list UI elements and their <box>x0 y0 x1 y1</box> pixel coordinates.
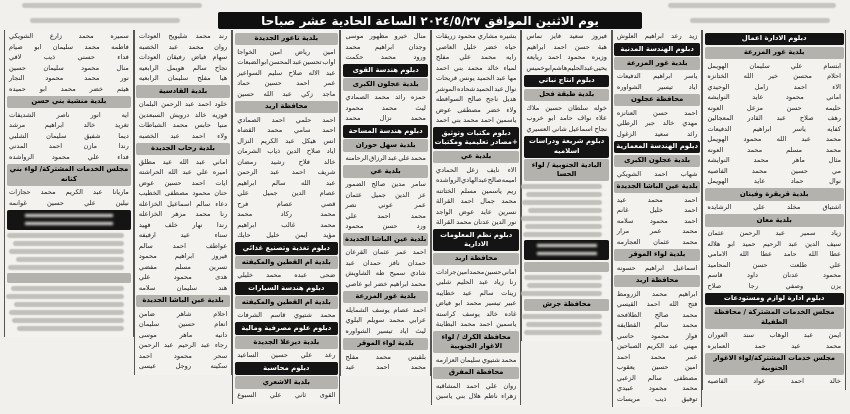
name-row: سامر مدين صالح الضمور <box>345 180 426 188</box>
municipality-section-header: محافظة اربد <box>235 101 338 114</box>
name-row: نور محمد محمود النجار <box>9 74 129 82</box>
name-row: هيا مفلح سليمان الرابعيه <box>138 74 228 82</box>
name-row: ورود محمد حكمت <box>345 53 426 61</box>
municipality-section-header: مجلس خدمات المشتركة/لواء الاغوار الجنوبية <box>705 353 844 375</box>
name-row: فيروز ابراهيم محمود <box>138 252 228 260</box>
municipality-section-header: بلدية عي <box>343 165 429 178</box>
municipality-section-header: بلدية عي <box>433 151 519 164</box>
illegible-name-row <box>9 249 124 254</box>
name-row: شهاب احمد الشويكي <box>616 169 698 178</box>
name-row: ابراهيم محمد الزرومط <box>616 289 698 298</box>
name-row: نجاح اسماعيل شاني العسيري <box>526 124 607 133</box>
municipality-section-header: بلدية عين الباشا الجديدة <box>343 233 429 246</box>
illegible-name-row <box>12 318 124 323</box>
name-row: عطا الله حامد عطا الله الامامي <box>707 250 841 258</box>
name-row: عبير تيسير محمد ابو فياض <box>435 299 517 307</box>
name-row: محمد ابراهيم خضر ابو عاصي <box>345 279 426 288</box>
illegible-name-row <box>522 314 602 319</box>
illegible-name-row <box>7 233 124 238</box>
name-row: محمد احمد عيد <box>345 363 426 371</box>
name-row: دعاء سالم اسماعيل الخزاعله <box>138 199 228 208</box>
name-row: مثال ماهر محمد النوايشه <box>707 156 841 164</box>
municipality-section-header: بلدية ناعور الجديدة <box>235 33 338 46</box>
name-columns-container <box>4 30 846 407</box>
name-row: اميره علي عبد الله الحراشته <box>138 168 228 176</box>
name-row: الاء احمد زامل الوحيدي <box>707 82 841 91</box>
announcement-title: يوم الاثنين الموافق ٢٠٢٤/٥/٢٧ الساعة الحادية عشر صباحا <box>261 13 599 28</box>
municipality-section-header: البادية الجنوبية / لواء الحسا <box>524 159 610 181</box>
name-row: محمد مسلم محمد العونه <box>707 145 841 154</box>
column-4 <box>431 30 522 405</box>
name-row: شريف احمد عبد الرحمن <box>237 168 336 176</box>
municipality-section-header: بلدية عين الباشا الجديدة <box>614 181 700 194</box>
municipality-section-header: محافظة المفرق <box>433 367 519 380</box>
name-row: عمر محمد احمد <box>616 352 698 361</box>
name-row: محمد جمال احمد القرالة <box>435 197 517 205</box>
municipality-section-header: بلدية عجلون الكبرى <box>614 155 700 168</box>
illegible-name-row <box>524 330 602 335</box>
name-row: علي طلعت حسن المحاميد <box>707 260 841 269</box>
name-row: عبد الله سالم ابراهيم <box>237 178 336 187</box>
name-row: اماني محمود عايد النوايشه <box>707 93 841 101</box>
diploma-section-header: دبلوم الادارة اعمال <box>705 33 844 46</box>
name-row: سهام فياض رفيقان العودات <box>138 53 228 61</box>
name-row: نجاح سالم هويمل الرابعيه <box>138 63 228 72</box>
illegible-name-row <box>528 208 602 213</box>
illegible-diploma-header <box>7 210 132 230</box>
municipality-section-header: محافظة اربد <box>433 253 519 266</box>
name-row: محمود عدنان داود قاسم <box>707 271 841 279</box>
municipality-section-header: بلدية ام القطين والمكيفته <box>235 296 338 309</box>
name-row: نوال عبد الحميد شحاده الموشر <box>435 84 517 93</box>
diploma-section-header: دبلوم علوم مصرفية ومالية <box>235 322 338 335</box>
name-row: القوى ثاني علي السبوع <box>237 391 336 399</box>
illegible-name-row <box>8 265 124 270</box>
column-5 <box>340 30 431 376</box>
name-row: مؤيد ايمن خليل حايك <box>237 231 336 239</box>
municipality-section-header: بلدية ام القطين والمكيفته <box>235 256 338 269</box>
name-row: محمد غالب ابراهيم <box>237 220 336 229</box>
illegible-name-row <box>525 224 602 229</box>
name-row: لمياء خالد محمد بني احمد <box>435 63 517 72</box>
name-row: نور الدين عدنان محمد القرالة <box>435 218 517 226</box>
illegible-name-row <box>9 310 124 315</box>
diploma-section-header: دبلوم ادارة لوازم ومستودعات <box>705 293 844 306</box>
name-row: عواطف احمد سالم <box>138 241 228 250</box>
title-flank-smudge-right <box>690 18 830 23</box>
name-row: احمد محمد عيد <box>616 195 698 204</box>
municipality-section-header: بلدية معان <box>705 214 844 227</box>
name-row: فاطمه محمد سليمان ابو صيام <box>9 42 129 51</box>
name-row: ليث محمد محمود <box>345 103 426 112</box>
name-row: محمد شتيوي سليمان العزازمه <box>435 355 517 364</box>
name-row: انس هيكل عبد الكريم النزال <box>237 136 336 145</box>
name-row: امين حسين يعقوب <box>616 363 698 371</box>
name-row: محمد محمود عبيدي <box>616 384 698 392</box>
illegible-name-row <box>6 294 124 299</box>
name-row: فيروز سعيد فايز نماس <box>526 32 607 40</box>
diploma-section-header: دبلوم هندسة السيارات <box>235 282 338 295</box>
name-row: منال محمود سليمان حسين <box>9 63 129 72</box>
name-row: يحيى عبد الحليم هاشم ابو خميس <box>526 63 607 72</box>
illegible-name-row <box>526 322 602 327</box>
name-row: زينات سالم عيد خطايبه <box>435 288 517 297</box>
name-row: شادي سميح طه الشاويش <box>345 269 426 277</box>
name-row: محمد نزال محمد <box>345 114 426 122</box>
municipality-section-header: بلدية لواء الموقر <box>343 338 429 351</box>
illegible-name-row <box>11 286 124 291</box>
municipality-section-header: بلدية الاشعري <box>235 376 338 389</box>
name-row: فواز محمود حاسي <box>616 331 698 340</box>
name-row: اسماعيل ابراهيم حسونه <box>616 263 698 272</box>
name-row: محمد علي عبد الرزاق الرحامنه <box>345 154 426 162</box>
municipality-section-header: بلدية عجلون الكبرى <box>343 78 429 91</box>
municipality-section-header: محافظة جرش <box>524 299 610 312</box>
name-row: حليمه حسن مزعل العونه <box>707 103 841 112</box>
illegible-name-row <box>521 184 602 189</box>
name-row: محمد صالح الطلافحه <box>616 310 698 319</box>
illegible-municipality-header <box>524 262 610 272</box>
name-row: ماريانا عبد الكريم محمد حجازات <box>9 188 129 196</box>
name-row: انعام حسين سليمان <box>138 320 228 328</box>
name-row: مصطفى سالم الزعبي <box>616 373 698 382</box>
name-row: بلقيس محمد مفلح <box>345 352 426 361</box>
diploma-section-header: دبلوم الهندسة المعمارية <box>614 141 700 154</box>
name-row: رنا محمد مزهر الخزاعله <box>138 210 228 218</box>
municipality-section-header: بلدية غور المزرعة <box>343 291 429 304</box>
municipality-section-header: بلدية سهل حوران <box>343 139 429 152</box>
name-row: فوزيه خالد درويش السبعدين <box>138 110 228 119</box>
name-row: قصي عصام فرح <box>237 199 336 208</box>
municipality-section-header: محافظة اربد <box>614 275 700 288</box>
name-row: فتح الله احمد القيسي <box>616 300 698 308</box>
name-row: هند سليمان سلامه <box>138 283 228 292</box>
name-row: ايمن عبد الوهاب سند العوران <box>707 331 841 339</box>
name-row: عرابي محمد سويلم البلوي <box>345 316 426 324</box>
municipality-section-header: بلدية رحاب الجديدة <box>136 143 229 156</box>
name-row: توفيق ذيب مريسات <box>616 394 698 403</box>
name-row: روان محمد عبد الخصبه <box>138 42 228 51</box>
illegible-name-row <box>524 275 602 280</box>
name-row: حياه خضر خليل العاصي <box>435 42 517 51</box>
name-row: رنا زياد عبد الحليم شلبي <box>435 278 517 286</box>
name-row: ديما شفيق سليمان الشلبي <box>9 131 129 140</box>
name-row: ايات احمد حسين عوض <box>138 178 228 187</box>
name-row: سناء عيد ارفيفه <box>138 231 228 239</box>
top-edge-smudge-right <box>668 3 836 8</box>
name-row: محمد احمد علي <box>345 211 426 220</box>
name-row: يزن وصفي رجا صلاح <box>707 281 841 290</box>
name-row: اماني عبد الله عيد مطلق <box>138 157 228 166</box>
name-row: ياسمين احمد محمد البطاينة <box>435 320 517 328</box>
name-row: ياسر ابراهيم الدفيعات <box>616 72 698 80</box>
municipality-section-header: محافظة عجلون <box>614 94 700 107</box>
name-row: اماني حسين محمد امين جرادات <box>435 267 517 276</box>
column-7 <box>134 30 232 375</box>
name-row: سكينه روجل عيسى <box>138 362 228 370</box>
municipality-section-header: بلدية غور المزرعة <box>614 57 700 70</box>
municipality-section-header: بلدية القادسية <box>136 85 229 98</box>
municipality-section-header: بلدية طبقة فحل <box>524 89 610 102</box>
name-row: رند محمد شليويح العودات <box>138 32 228 40</box>
diploma-section-header: دبلوم محاسبة <box>235 362 338 375</box>
name-row: احمد حسن العنانزه <box>616 108 698 117</box>
illegible-name-row <box>13 241 124 246</box>
name-row: ابتسام علي سليمان الهويمل <box>707 61 841 70</box>
name-row: عز الدين جميل عثمان <box>345 190 426 199</box>
illegible-name-row <box>523 232 602 237</box>
name-row: وجدان ابراهيم محمد <box>345 42 426 51</box>
name-row: احمد سامي محمد القضاه <box>237 126 336 134</box>
name-row: تغريد خالد ابراهيم مرشد <box>9 121 129 129</box>
title-flank-smudge-left <box>30 18 180 23</box>
name-row: احمد عمر عثمان القرعان <box>345 248 426 256</box>
name-row: حنان محمود مصطفى الخطيب <box>138 189 228 197</box>
name-row: اياد صلاح الدين ذياب الشرمان <box>237 147 336 155</box>
name-row: اواب تحسين عبد المحسن ابو الضبعات <box>237 58 336 66</box>
illegible-name-row <box>521 291 601 296</box>
name-row: منيا حابس محمد الشباطات <box>138 121 228 129</box>
name-row: عبد الاله صلاح سليم السواعير <box>237 68 336 77</box>
diploma-section-header: دبلوم هندسة المساحة <box>343 125 429 138</box>
column-6 <box>232 30 340 404</box>
municipality-section-header: محافظة الكرك / لواء الاغوار الجنوبية <box>433 331 519 353</box>
name-row: محمد عبد الله محمود الهويمل <box>707 135 841 143</box>
name-row: ليث اياد تيسير الشواوره <box>345 326 426 335</box>
name-row: زهراء ناظم هلال بني ياسين <box>435 392 517 400</box>
name-row: ريم ياسمين مسلم الختاتنه <box>435 186 517 195</box>
illegible-name-row <box>17 326 124 331</box>
name-row: رجاء عبد الرحيم عبد الرحمن <box>138 341 228 349</box>
name-row: نيلين علي حسين غوانمه <box>9 198 129 207</box>
name-row: ضحى عبده محمد خليلي <box>237 271 336 279</box>
name-row: روان علي احمد المشاقبه <box>435 381 517 390</box>
diploma-section-header: دبلوم انتاج نباتي <box>524 75 610 88</box>
name-row: احلام محسن خير الله الختانزه <box>707 72 841 80</box>
column-1 <box>702 30 846 390</box>
name-row: احمد محمود سلامه <box>616 216 698 225</box>
illegible-diploma-header <box>524 240 610 260</box>
name-row: خالد فلاح رشيد رمضان <box>237 157 336 166</box>
name-row: سحر محمود احمد <box>138 351 228 360</box>
illegible-name-row <box>522 200 602 205</box>
diploma-section-header: دبلوم الهندسة المدنية <box>614 43 700 56</box>
name-row: سيف الدين عبد الرحيم حميد ابو هلاله <box>707 239 841 248</box>
name-row: اميمه صالح عبد الهادي الرواشده <box>435 176 517 184</box>
announcement-title-bar <box>218 12 642 29</box>
diploma-section-header: دبلوم مكتبات وتوثيق +مصادر تعليمية ومكتبات <box>433 127 519 149</box>
top-edge-smudge-left <box>22 3 202 8</box>
name-row: علاء نواف حامد ابو خروب <box>526 114 607 122</box>
name-row: زيد رعد ابراهيم العلوش <box>616 32 698 40</box>
name-row: ماجد زكي عبد الله حسين <box>237 89 336 98</box>
municipality-section-header: بلدية لواء الموقر <box>614 249 700 262</box>
name-row: كفايه ياسر ابراهيم الدفيعات <box>707 124 841 133</box>
name-row: احمد حلمي احمد الصمادي <box>237 115 336 124</box>
name-row: محمد ركاد محمد <box>237 210 336 218</box>
name-row: وزيره محمود احمد ريايعه <box>526 53 607 61</box>
name-row: هيثم خضر محمد ابو حميده <box>9 84 129 93</box>
name-row: خوله سلطان حسين ملاك <box>526 103 607 112</box>
illegible-name-row <box>526 192 602 197</box>
illegible-name-row <box>521 216 601 221</box>
name-row: محمد شتيوي قاسم الشرفات <box>237 311 336 319</box>
municipality-section-header: مجلس الخدمات المشتركة / محافظة الطفيلة <box>705 307 844 329</box>
name-row: رايه محمد علي مفلح <box>435 53 517 61</box>
column-2 <box>612 30 703 407</box>
name-row: امين رياض امين الخواجا <box>237 47 336 56</box>
column-8 <box>4 30 134 337</box>
diploma-section-header: دبلوم شريعة ودراسات اسلاميه <box>524 136 610 158</box>
illegible-municipality-header <box>7 273 132 283</box>
name-row: رندا نهار خلف فهيد <box>138 220 228 229</box>
diploma-section-header: دبلوم نظم المعلومات الادارية <box>433 229 519 251</box>
name-row: بشيره مشاري محمود زريقات <box>435 32 517 40</box>
name-row: مي حسين محمد الفاصيه <box>707 166 841 175</box>
name-row: هديل ناجح صالح السوافطه <box>435 95 517 103</box>
municipality-section-header: بلدية قريقرة وفينان <box>705 188 844 201</box>
name-row: نسرين عايد عوض الواجد <box>435 207 517 216</box>
municipality-section-header: بلدية غور المزرعة <box>705 47 844 60</box>
name-row: ياسمين احمد محمد بني احمد <box>435 116 517 124</box>
illegible-name-row <box>16 257 124 262</box>
diploma-section-header: دبلوم هندسة القوى <box>343 64 429 77</box>
name-row: احمد خليل غانم <box>616 206 698 214</box>
name-row: خلود احمد عبد الرحمن البلمان <box>138 100 228 108</box>
name-row: زياد سمير عبد الرحمن عثمان <box>707 229 841 237</box>
name-row: حمزه رائد محمد الصمادي <box>345 93 426 101</box>
name-row: مهدي خالد جبر الرطلي <box>616 119 698 127</box>
name-row: منال خيرو مظهور موسى <box>345 32 426 40</box>
name-row: مها عبد الحميد يونس فريحات <box>435 74 517 82</box>
name-row: دانيه ماهر موسى <box>138 330 228 339</box>
name-row: سميره محمد زارع الشويكي <box>9 32 129 40</box>
municipality-section-header: بلدية ديرعلا الجديدة <box>235 336 338 349</box>
municipality-section-header: بلدية عين الباشا الجديدة <box>136 295 229 308</box>
name-row: محمد عمر مرار <box>616 227 698 235</box>
name-row: نسرين مسلم مفضي <box>138 262 228 271</box>
name-row: هبة حسن احمد ابراهيم <box>526 42 607 51</box>
name-row: رهف صلاح عبد القادر المعجالين <box>707 114 841 122</box>
name-row: اياد تيسير الشواوره <box>616 82 698 91</box>
illegible-name-row <box>527 283 602 288</box>
name-row: احلام شاهر ضامن <box>138 309 228 318</box>
name-row: الاء نايف زعل الحمادي <box>435 165 517 174</box>
name-row: فداء علي محمود الرواشده <box>9 152 129 161</box>
name-row: ولاء خضر مصطفى عوض <box>435 105 517 114</box>
name-row: خالد احمد عواد الفاصيه <box>707 377 841 385</box>
name-row: رعد علي حسين الساعيد <box>237 351 336 359</box>
illegible-name-row <box>14 302 123 307</box>
name-row: عمر عوني نصر <box>345 201 426 209</box>
municipality-section-header: مجلس الخدمات المشتركة/ لواء بني كنانه <box>7 164 132 186</box>
name-row: غاده خالد يوسف كراسنه <box>435 309 517 318</box>
column-3 <box>521 30 612 341</box>
name-row: رائد سعيد الزغول <box>616 129 698 138</box>
name-row: احمد عصام يوسف الشمايله <box>345 305 426 314</box>
name-row: ولاء احمد عبد الخصبه <box>138 131 228 140</box>
name-row: رندا مازن احمد المدني <box>9 142 129 150</box>
name-row: محمد عثمان العجارمه <box>616 237 698 246</box>
municipality-section-header: بلدية منشية بني حسن <box>7 96 132 109</box>
name-row: ورد حسن محمود <box>345 222 426 230</box>
name-row: عمر احمد حسين حماد <box>237 79 336 87</box>
name-row: مهني عبد الكريم الصباحين <box>616 342 698 350</box>
name-row: عصام الدين جميل علي <box>237 189 336 197</box>
name-row: هدى محمود علي <box>138 273 228 281</box>
name-row: محمد عيد حمد العمايره <box>707 341 841 350</box>
diploma-section-header: دبلوم تغذية وتصنيع غذائي <box>235 242 338 255</box>
name-row: ايه انور ناصر الشديفات <box>9 110 129 119</box>
name-row: نوال حماد عايد الهويمل <box>707 177 841 185</box>
name-row: حمدان نافز حمدان عبد <box>345 258 426 267</box>
name-row: اشتياق مخلد علي الرشايده <box>707 203 841 211</box>
name-row: محمد سالم القطايفه <box>616 321 698 329</box>
name-row: فداء حسني ذيب لافي <box>9 53 129 61</box>
